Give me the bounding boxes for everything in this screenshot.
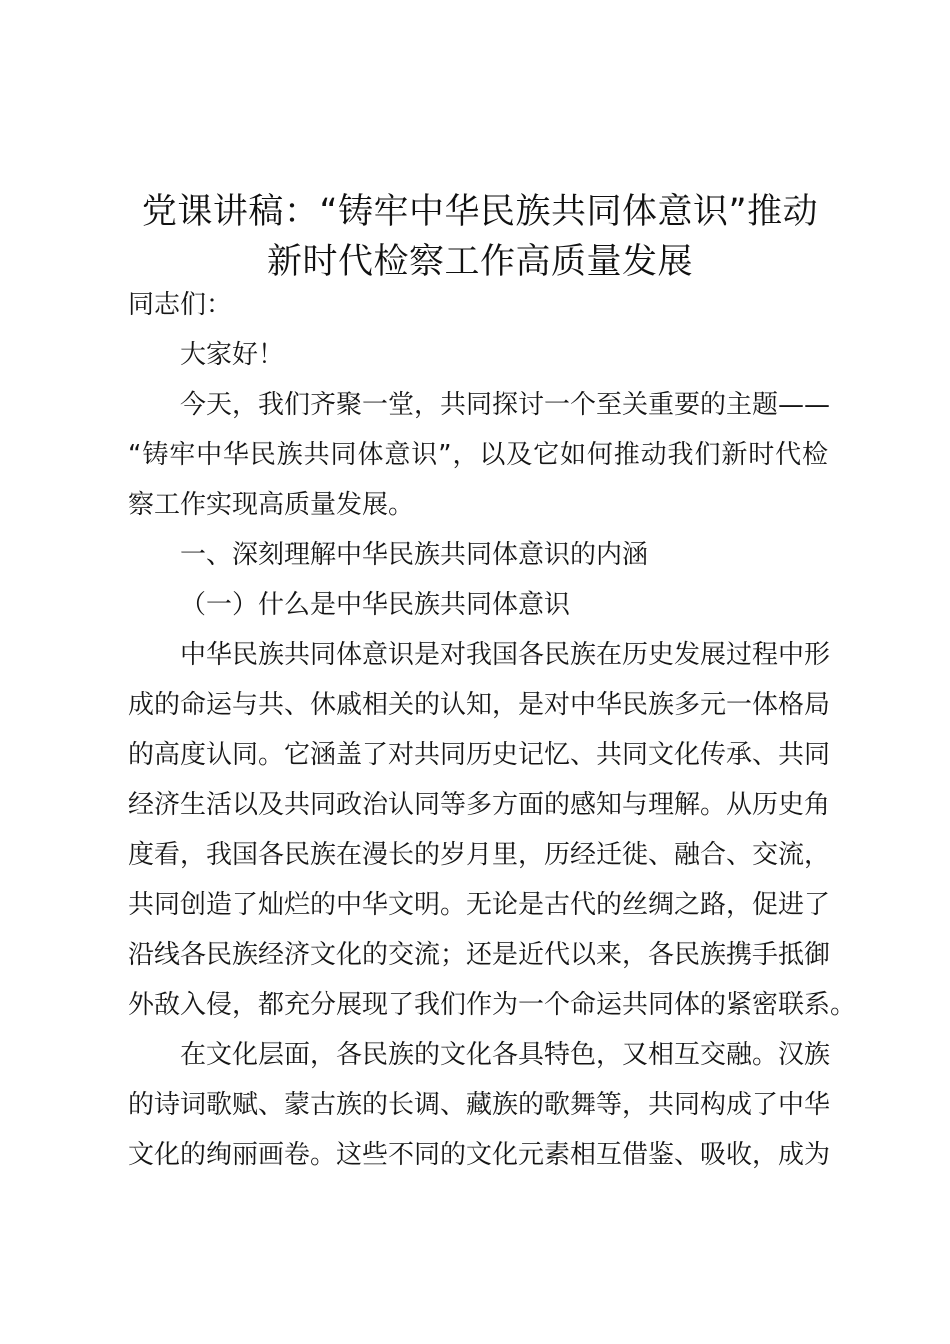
salutation: 同志们：	[128, 290, 233, 320]
greeting: 大家好！	[180, 340, 285, 370]
body-line: 经济生活以及共同政治认同等多方面的感知与理解。从历史角	[128, 790, 831, 820]
body-line: 的高度认同。它涵盖了对共同历史记忆、共同文化传承、共同	[128, 740, 831, 770]
body-line: 在文化层面，各民族的文化各具特色，又相互交融。汉族	[180, 1040, 831, 1070]
document-title-line-1: 党课讲稿：“铸牢中华民族共同体意识”推动	[141, 192, 819, 232]
body-line: 度看，我国各民族在漫长的岁月里，历经迁徙、融合、交流，	[128, 840, 831, 870]
body-line: 文化的绚丽画卷。这些不同的文化元素相互借鉴、吸收，成为	[128, 1140, 831, 1170]
body-line: 今天，我们齐聚一堂，共同探讨一个至关重要的主题——	[180, 390, 831, 420]
body-line: 外敌入侵，都充分展现了我们作为一个命运共同体的紧密联系。	[128, 990, 857, 1020]
body-line: 成的命运与共、休戚相关的认知，是对中华民族多元一体格局	[128, 690, 831, 720]
body-line: 共同创造了灿烂的中华文明。无论是古代的丝绸之路，促进了	[128, 890, 831, 920]
body-line: 的诗词歌赋、蒙古族的长调、藏族的歌舞等，共同构成了中华	[128, 1090, 831, 1120]
body-line: 沿线各民族经济文化的交流；还是近代以来，各民族携手抵御	[128, 940, 831, 970]
body-line: “铸牢中华民族共同体意识”，以及它如何推动我们新时代检	[128, 440, 828, 470]
body-line: 中华民族共同体意识是对我国各民族在历史发展过程中形	[180, 640, 831, 670]
document-title-line-2: 新时代检察工作高质量发展	[266, 242, 693, 282]
section-heading: 一、深刻理解中华民族共同体意识的内涵	[180, 540, 649, 570]
subsection-heading: （一）什么是中华民族共同体意识	[180, 590, 571, 620]
body-line: 察工作实现高质量发展。	[128, 490, 415, 520]
